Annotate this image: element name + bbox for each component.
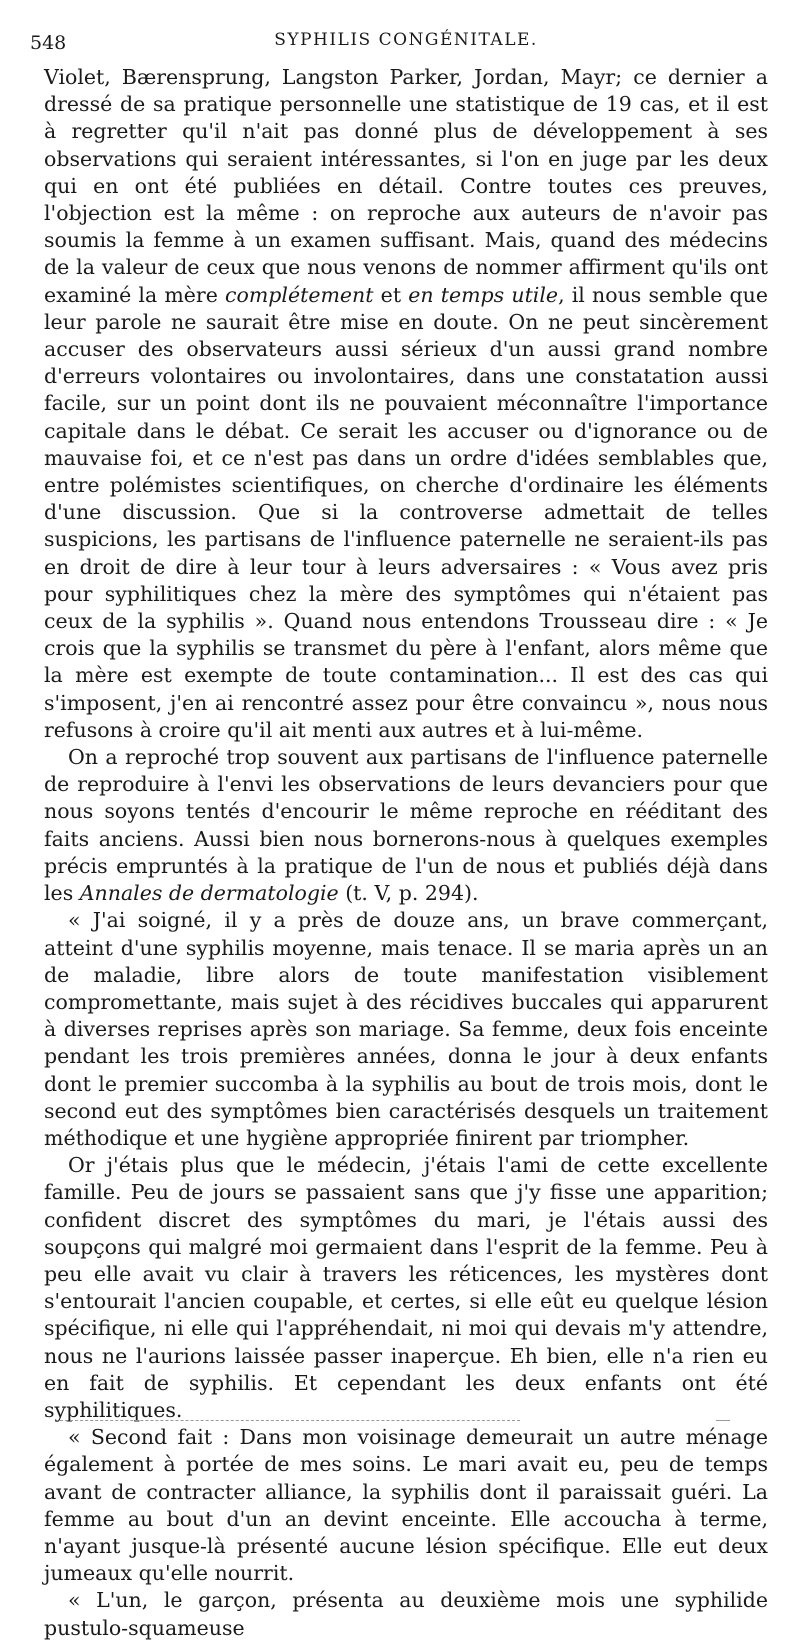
footer-mark: [716, 1420, 730, 1421]
paragraph: [44, 64, 768, 744]
footer-rule: [60, 1420, 520, 1421]
text-run: Violet, Bærensprung, Langston Parker, Jordan, Mayr; ce dernier a dressé de sa pratique personnelle une statistique de 19 cas, et il est à regretter qu'il n'ait pas donné plus de développement à ses observations qui seraient intéressantes, si l'on en juge par les deux qui en ont été publiées en détail. Contre toutes ces preuves, l'objection est la même : on reproche aux auteurs de n'avoir pas soumis la femme à un examen suffisant. Mais, quand des médecins de la valeur de ceux que nous venons de nommer affirment qu'ils ont examiné la mère: [44, 65, 768, 307]
text-run: Or j'étais plus que le médecin, j'étais l'ami de cette excellente famille. Peu de jours se passaient sans que j'y fisse une apparition; confident discret des symptômes du mari, je l'étais aussi des soupçons qui malgré moi germaient dans l'esprit de la femme. Peu à peu elle avait vu clair à travers les réticences, les mystères dont s'entourait l'ancien coupable, et certes, si elle eût eu quelque lésion spécifique, ni elle qui l'appréhendait, ni moi qui devais m'y attendre, nous ne l'aurions laissée passer inaperçue. Eh bien, elle n'a rien eu en fait de syphilis. Et cependant les deux enfants ont été syphilitiques.: [44, 1153, 768, 1422]
text-run: On a reproché trop souvent aux partisans de l'influence paternelle de reproduire à l'envi les observations de leurs devanciers pour que nous soyons tentés d'encourir le même reproche en rééditant des faits anciens. Aussi bien nous bornerons-nous à quelques exemples précis empruntés à la pratique de l'un de nous et publiés déjà dans les: [44, 745, 768, 906]
body-text: [44, 64, 768, 1642]
paragraph: [44, 907, 768, 1152]
text-run: et: [373, 282, 409, 307]
text-run: « L'un, le garçon, présenta au deuxième mois une syphilide pustulo-squameuse: [44, 1588, 768, 1640]
running-head: [30, 28, 768, 58]
running-title: SYPHILIS CONGÉNITALE.: [274, 30, 538, 50]
italic-text: Annales de dermatologie: [79, 881, 339, 906]
document-page: [30, 28, 769, 1642]
text-run: , il nous semble que leur parole ne saurait être mise en doute. On ne peut sincèrement accuser des observateurs aussi sérieux d'un aussi grand nombre d'erreurs volontaires ou involontaires, dans une constatation aussi facile, sur un point dont ils ne pouvaient méconnaître l'importance capitale dans le débat. Ce serait les accuser ou d'ignorance ou de mauvaise foi, et ce n'est pas dans un ordre d'idées semblables que, entre polémistes scientifiques, on cherche d'ordinaire les éléments d'une discussion. Que si la controverse admettait de telles suspicions, les partisans de l'influence paternelle ne seraient-ils pas en droit de dire à leur tour à leurs adversaires : « Vous avez pris pour syphilitiques chez la mère des symptômes qui n'étaient pas ceux de la syphilis ». Quand nous entendons Trousseau dire : « Je crois que la syphilis se transmet du père à l'enfant, alors même que la mère est exempte de toute contamination... Il est des cas qui s'imposent, j'en ai rencontré assez pour être convaincu », nous nous refusons à croire qu'il ait menti aux autres et à lui-même.: [44, 282, 769, 742]
text-run: « Second fait : Dans mon voisinage demeurait un autre ménage également à portée de mes soins. Le mari avait eu, peu de temps avant de contracter alliance, la syphilis dont il paraissait guéri. La femme au bout d'un an devint enceinte. Elle accoucha à terme, n'ayant jusque-là présenté aucune lésion spécifique. Elle eut deux jumeaux qu'elle nourrit.: [44, 1425, 768, 1586]
paragraph: [44, 744, 768, 907]
italic-text: en temps utile: [408, 282, 559, 307]
text-run: « J'ai soigné, il y a près de douze ans, un brave commerçant, atteint d'une syphilis moyenne, mais tenace. Il se maria après un an de maladie, libre alors de toute manifestation visiblement compromettante, mais sujet à des récidives buccales qui apparurent à diverses reprises après son mariage. Sa femme, deux fois enceinte pendant les trois premières années, donna le jour à deux enfants dont le premier succomba à la syphilis au bout de trois mois, dont le second eut des symptômes bien caractérisés desquels un traitement méthodique et une hygiène appropriée finirent par triompher.: [44, 908, 768, 1150]
paragraph: [44, 1587, 768, 1641]
text-run: (t. V, p. 294).: [338, 881, 479, 906]
paragraph: [44, 1424, 768, 1587]
page-number: 548: [30, 32, 67, 54]
italic-text: complétement: [225, 282, 374, 307]
paragraph: [44, 1152, 768, 1424]
